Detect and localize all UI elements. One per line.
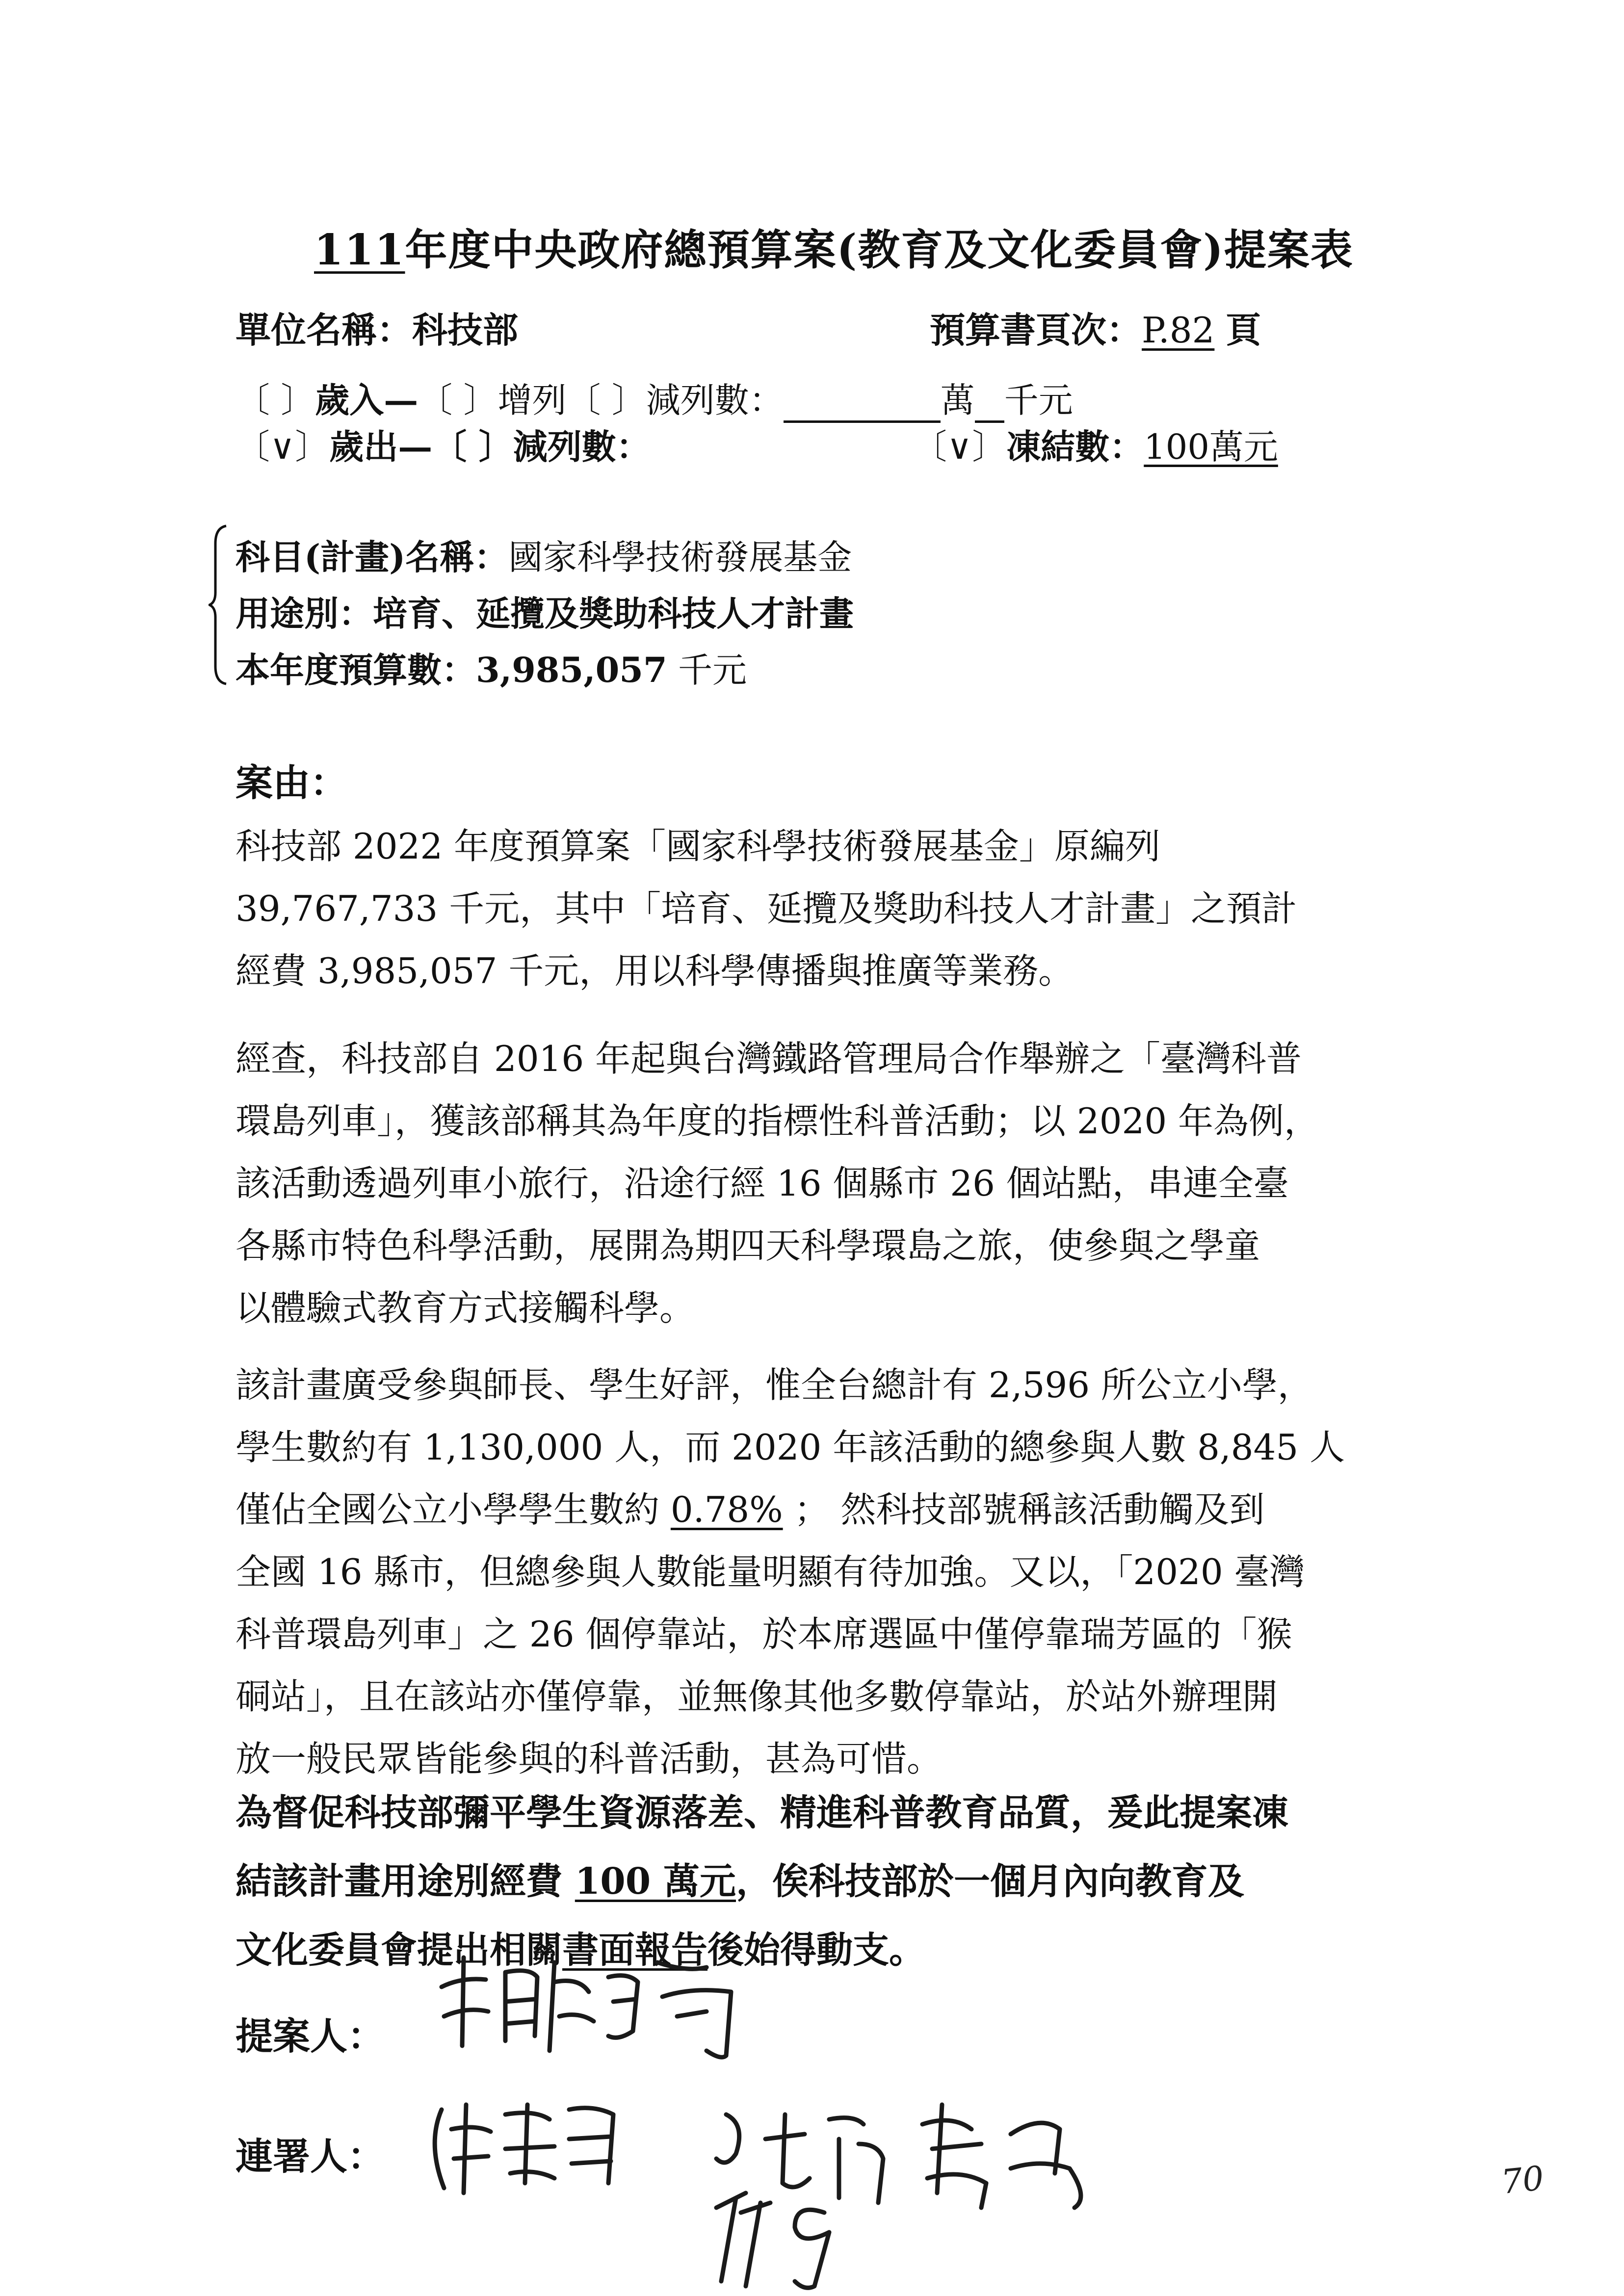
usage-label: 用途別：	[236, 593, 373, 634]
para4-line3-pre: 文化委員會提出相關	[236, 1929, 562, 1971]
para4-line2-pre: 結該計畫用途別經費	[236, 1860, 575, 1903]
reason-heading: 案由：	[236, 761, 347, 805]
para1-line: 39,767,733 千元，其中「培育、延攬及獎助科技人才計畫」之預計	[236, 888, 1297, 929]
usage-value: 培育、延攬及獎助科技人才計畫	[373, 593, 854, 634]
expense-label: 歲出—	[329, 426, 433, 467]
page-ref-row	[930, 302, 1261, 353]
page-number: 70	[1499, 2159, 1546, 2202]
income-blank-qian	[975, 380, 1004, 423]
page-title	[314, 216, 1354, 277]
para1-line: 科技部 2022 年度預算案「國家科學技術發展基金」原編列	[236, 826, 1161, 867]
para3-line: 學生數約有 1,130,000 人，而 2020 年該活動的總參與人數 8,845 人	[236, 1427, 1345, 1468]
para4-line3-post: 後始得動支。	[707, 1929, 925, 1971]
income-line	[236, 373, 1073, 423]
para3-line: 硐站」，且在該站亦僅停靠，並無像其他多數停靠站，於站外辦理開	[236, 1676, 1278, 1717]
page-ref-suffix: 頁	[1226, 309, 1261, 351]
income-bracket: 〔 〕	[236, 380, 315, 420]
para3-line: 放一般民眾皆能參與的科普活動，甚為可惜。	[236, 1738, 943, 1779]
page-ref-label: 預算書頁次：	[930, 309, 1142, 351]
left-brace-mark	[209, 524, 228, 686]
cosigner-signatures	[422, 2085, 1187, 2291]
freeze-amount: 100 萬元	[575, 1860, 736, 1903]
subject-label: 科目(計畫)名稱：	[236, 537, 509, 577]
paragraph-3	[236, 1354, 1452, 1790]
para2-line: 環島列車」，獲該部稱其為年度的指標性科普活動；以 2020 年為例，	[236, 1100, 1320, 1142]
usage-row	[236, 586, 854, 636]
freeze-label: 凍結數：	[1006, 426, 1144, 467]
para3-line3-post: ； 然科技部號稱該活動觸及到	[783, 1489, 1265, 1530]
para4-line2-post: ，俟科技部於一個月內向教育及	[736, 1860, 1244, 1903]
subject-value: 國家科學技術發展基金	[508, 537, 852, 577]
para4-line	[236, 1916, 1452, 1984]
paragraph-1	[236, 815, 1452, 1002]
expense-bracket: 〔∨〕	[236, 427, 330, 467]
budget-label: 本年度預算數：	[236, 650, 476, 690]
para2-line: 以體驗式教育方式接觸科學。	[236, 1287, 695, 1329]
income-qian: 千元	[1004, 380, 1073, 420]
unit-row	[236, 302, 518, 353]
subject-row	[236, 530, 852, 579]
income-add: 〔 〕增列〔 〕減列數：	[418, 380, 784, 420]
para3-line: 全國 16 縣市，但總參與人數能量明顯有待加強。又以，「2020 臺灣	[236, 1551, 1305, 1592]
written-report: 書面報告	[562, 1929, 707, 1971]
freeze-bracket: 〔∨〕	[913, 427, 1007, 467]
cosigner-label: 連署人：	[236, 2135, 385, 2178]
title-year: 111	[314, 225, 405, 275]
participation-percent: 0.78%	[670, 1489, 783, 1530]
para3-line3-pre: 僅佔全國公立小學學生數約	[236, 1489, 671, 1530]
freeze-value: 100萬元	[1144, 427, 1278, 467]
para3-line: 科普環島列車」之 26 個停靠站，於本席選區中僅停靠瑞芳區的「猴	[236, 1614, 1292, 1655]
paragraph-4	[236, 1778, 1452, 1984]
paragraph-2	[236, 1028, 1452, 1339]
budget-unit: 千元	[678, 650, 747, 690]
income-wan: 萬	[940, 380, 975, 420]
para4-line	[236, 1847, 1452, 1916]
budget-row	[236, 643, 747, 692]
expense-line	[236, 419, 651, 469]
title-text: 年度中央政府總預算案(教育及文化委員會)提案表	[405, 225, 1354, 275]
unit-label: 單位名稱：	[236, 309, 413, 351]
para3-line: 該計畫廣受參與師長、學生好評，惟全台總計有 2,596 所公立小學，	[236, 1364, 1313, 1406]
para2-line: 經查，科技部自 2016 年起與台灣鐵路管理局合作舉辦之「臺灣科普	[236, 1038, 1302, 1079]
para2-line: 該活動透過列車小旅行，沿途行經 16 個縣市 26 個站點，串連全臺	[236, 1163, 1289, 1204]
freeze-row	[913, 419, 1278, 469]
para3-line	[236, 1479, 1452, 1541]
para2-line: 各縣市特色科學活動，展開為期四天科學環島之旅，使參與之學童	[236, 1225, 1260, 1266]
income-blank-wan	[784, 380, 941, 423]
proposer-signature	[432, 1943, 785, 2070]
para1-line: 經費 3,985,057 千元，用以科學傳播與推廣等業務。	[236, 950, 1074, 991]
income-label: 歲入—	[315, 380, 419, 420]
proposer-label: 提案人：	[236, 2014, 385, 2058]
unit-value: 科技部	[412, 309, 519, 351]
budget-value: 3,985,057	[476, 650, 667, 690]
page-ref-value: P.82	[1142, 310, 1215, 351]
expense-reduce: 〔 〕減列數：	[432, 426, 651, 467]
para4-line: 為督促科技部彌平學生資源落差、精進科普教育品質，爰此提案凍	[236, 1792, 1288, 1834]
